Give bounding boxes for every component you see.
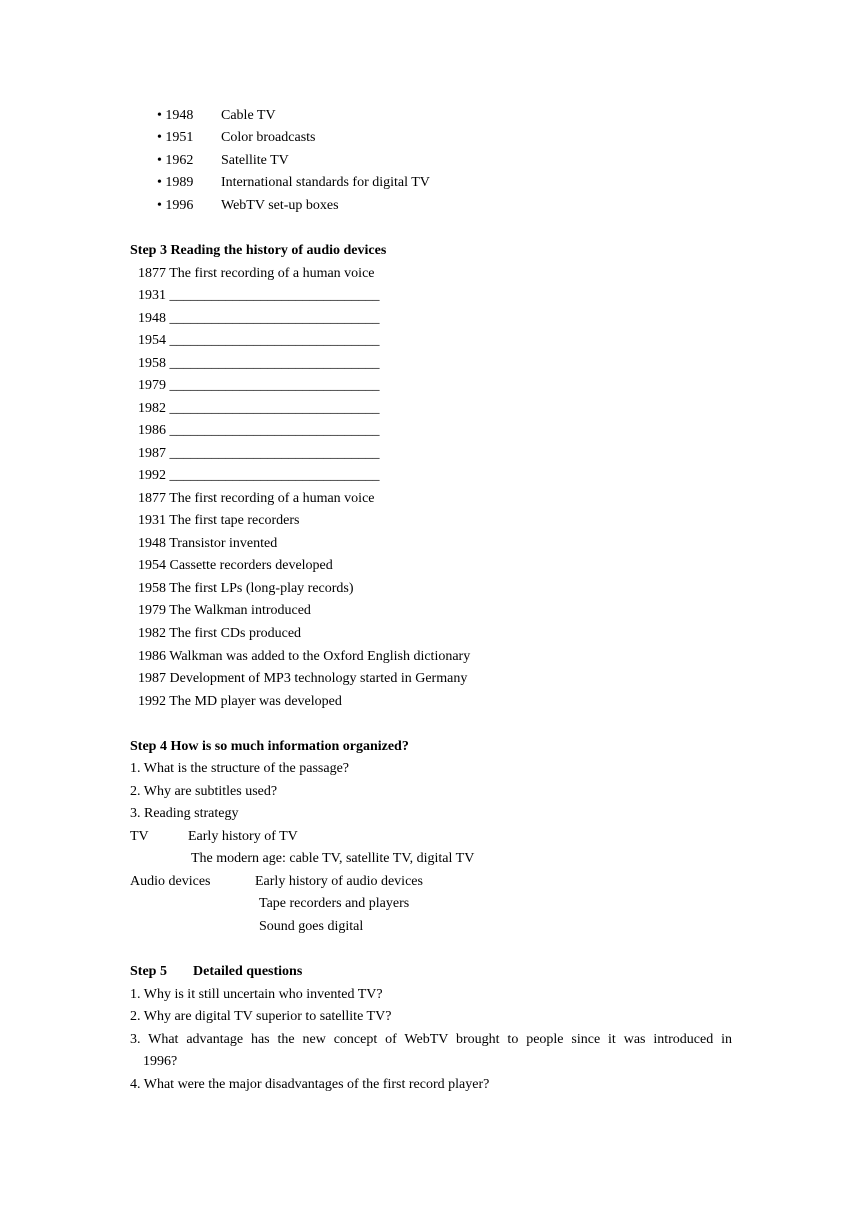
timeline-year: • 1962 — [157, 153, 194, 168]
fill-in-line: 1877 The first recording of a human voice — [138, 266, 375, 281]
fill-in-line: 1987 ______________________________ — [138, 446, 380, 461]
step4-heading: Step 4 How is so much information organized? — [130, 739, 409, 754]
timeline-year: • 1989 — [157, 175, 194, 190]
timeline-event: Satellite TV — [221, 153, 289, 168]
structure-part: Early history of audio devices — [255, 874, 423, 889]
tv-timeline-item — [0, 172, 860, 194]
fill-in-line: 1931 ______________________________ — [138, 288, 380, 303]
fill-in-line: 1992 ______________________________ — [138, 468, 380, 483]
timeline-year: • 1948 — [157, 108, 194, 123]
structure-part: Sound goes digital — [259, 919, 364, 934]
structure-part: The modern age: cable TV, satellite TV, digital TV — [191, 851, 475, 866]
fill-in-line: 1986 ______________________________ — [138, 423, 380, 438]
question: 2. Why are subtitles used? — [130, 784, 278, 799]
answer-line: 1948 Transistor invented — [138, 536, 278, 551]
timeline-year: • 1996 — [157, 198, 194, 213]
answer-line: 1992 The MD player was developed — [138, 694, 342, 709]
step3-heading: Step 3 Reading the history of audio devices — [130, 243, 387, 258]
answer-line: 1982 The first CDs produced — [138, 626, 302, 641]
tv-timeline-item — [0, 105, 860, 127]
structure-part: Early history of TV — [188, 829, 298, 844]
answer-line: 1987 Development of MP3 technology started in Germany — [138, 671, 468, 686]
answer-line: 1877 The first recording of a human voice — [138, 491, 375, 506]
fill-in-line: 1982 ______________________________ — [138, 401, 380, 416]
fill-in-line: 1958 ______________________________ — [138, 356, 380, 371]
answer-line: 1979 The Walkman introduced — [138, 603, 311, 618]
question-continuation: 1996? — [143, 1054, 178, 1069]
timeline-event: Cable TV — [221, 108, 276, 123]
step5-heading — [130, 961, 302, 983]
timeline-event: WebTV set-up boxes — [221, 198, 339, 213]
timeline-event: International standards for digital TV — [221, 175, 430, 190]
tv-timeline-item — [0, 127, 860, 149]
question: 2. Why are digital TV superior to satellite TV? — [130, 1009, 392, 1024]
question: 1. Why is it still uncertain who invented TV? — [130, 987, 383, 1002]
tv-timeline-item — [0, 195, 860, 217]
fill-in-line: 1948 ______________________________ — [138, 311, 380, 326]
question: 3. What advantage has the new concept of WebTV brought to people since it was introduced in — [130, 1032, 732, 1047]
structure-label-tv: TV — [130, 829, 149, 844]
fill-in-line: 1979 ______________________________ — [138, 378, 380, 393]
answer-line: 1931 The first tape recorders — [138, 513, 300, 528]
timeline-event: Color broadcasts — [221, 130, 316, 145]
question: 1. What is the structure of the passage? — [130, 761, 350, 776]
answer-line: 1958 The first LPs (long-play records) — [138, 581, 354, 596]
question: 3. Reading strategy — [130, 806, 239, 821]
structure-label-audio: Audio devices — [130, 874, 211, 889]
step5-heading-step: Step 5 — [130, 964, 167, 979]
step5-heading-title: Detailed questions — [193, 964, 303, 979]
question: 4. What were the major disadvantages of the first record player? — [130, 1077, 490, 1092]
answer-line: 1986 Walkman was added to the Oxford English dictionary — [138, 649, 471, 664]
fill-in-line: 1954 ______________________________ — [138, 333, 380, 348]
structure-part: Tape recorders and players — [259, 896, 410, 911]
timeline-year: • 1951 — [157, 130, 194, 145]
answer-line: 1954 Cassette recorders developed — [138, 558, 333, 573]
tv-timeline-item — [0, 150, 860, 172]
